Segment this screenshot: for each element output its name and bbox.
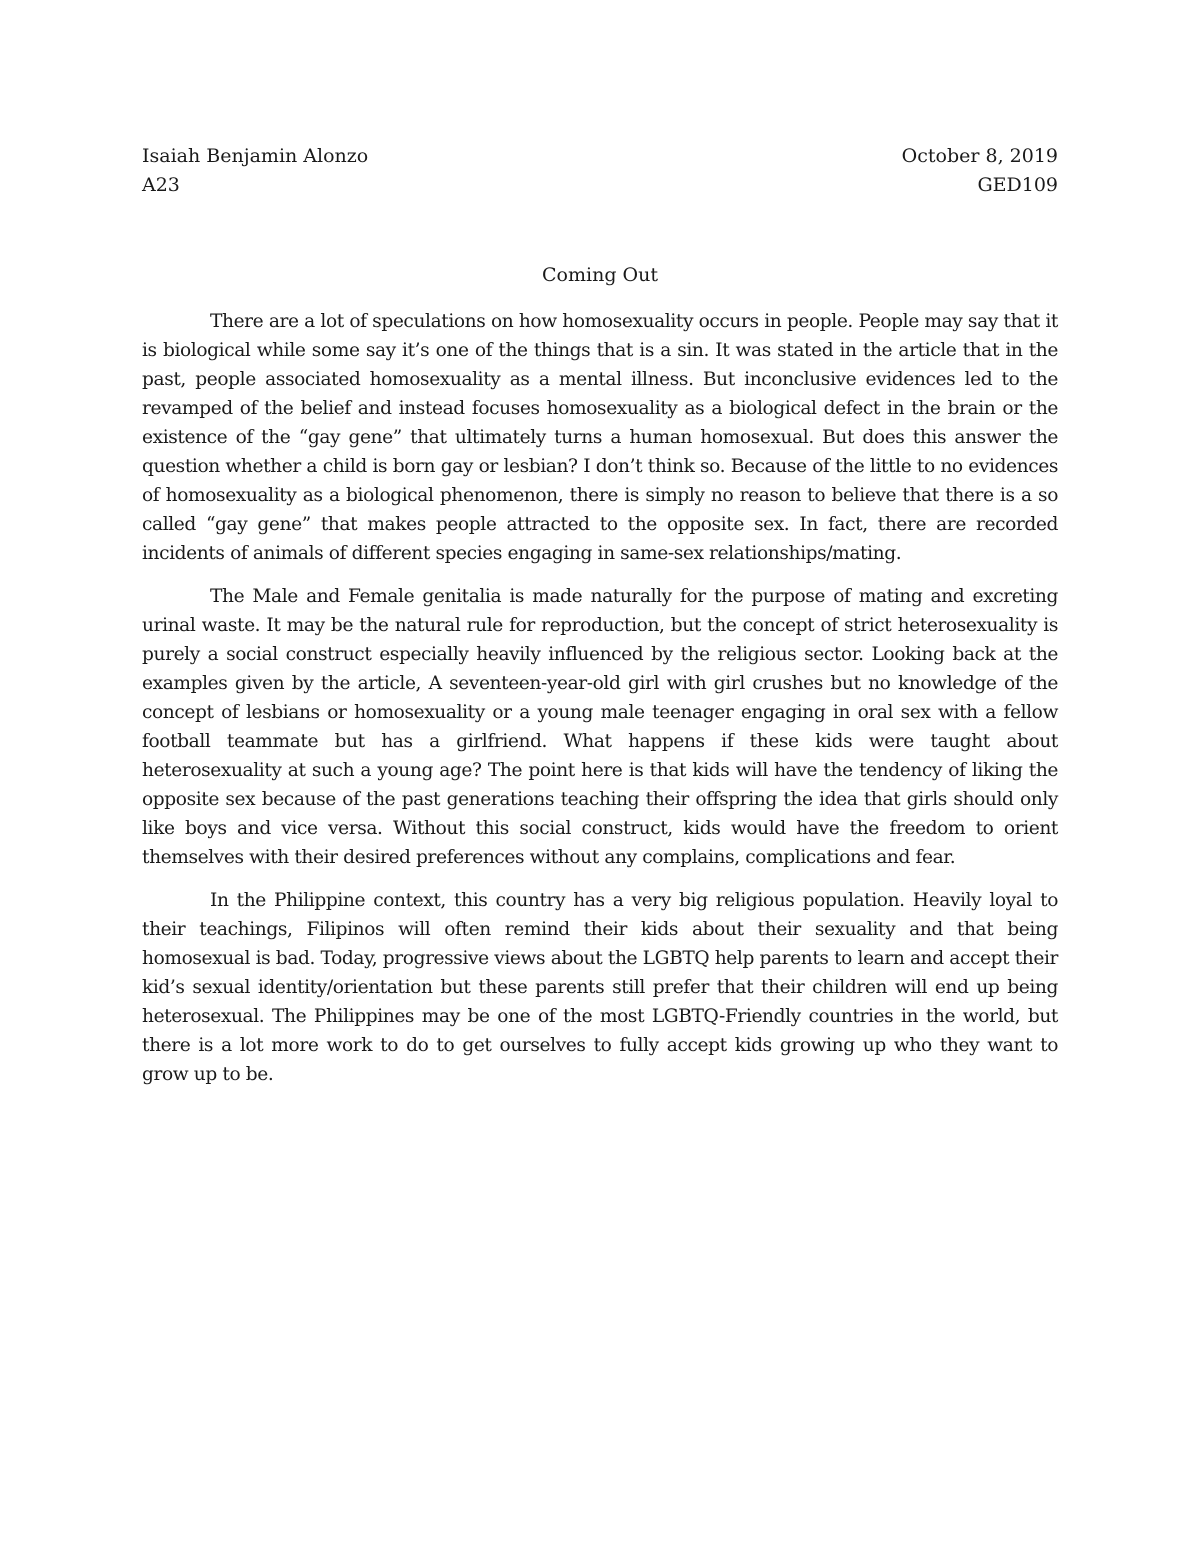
paragraph-3: In the Philippine context, this country has a very big religious population. Heavily loyal to their teachings, Filipinos will often remind their kids about their sexuality and that being homosexual is bad. Today, progressive views about the LGBTQ help parents to learn and accept their kid’s sexual identity/orientation but these parents still prefer that their children will end up being heterosexual. The Philippines may be one of the most LGBTQ-Friendly countries in the world, but there is a lot more work to do to get ourselves to fully accept kids growing up who they want to grow up to be. xyxy=(142,890,1058,1085)
author-name: Isaiah Benjamin Alonzo xyxy=(142,145,369,167)
document-header xyxy=(142,142,1058,200)
paragraph-1: There are a lot of speculations on how homosexuality occurs in people. People may say that it is biological while some say it’s one of the things that is a sin. It was stated in the article that in the past, people associated homosexuality as a mental illness. But inconclusive evidences led to the revamped of the belief and instead focuses homosexuality as a biological defect in the brain or the existence of the “gay gene” that ultimately turns a human homosexual. But does this answer the question whether a child is born gay or lesbian? I don’t think so. Because of the little to no evidences of homosexuality as a biological phenomenon, there is simply no reason to believe that there is a so called “gay gene” that makes people attracted to the opposite sex. In fact, there are recorded incidents of animals of different species engaging in same-sex relationships/mating. xyxy=(142,311,1058,564)
paragraph-2: The Male and Female genitalia is made naturally for the purpose of mating and excreting urinal waste. It may be the natural rule for reproduction, but the concept of strict heterosexuality is purely a social construct especially heavily influenced by the religious sector. Looking back at the examples given by the article, A seventeen-year-old girl with girl crushes but no knowledge of the concept of lesbians or homosexuality or a young male teenager engaging in oral sex with a fellow football teammate but has a girlfriend. What happens if these kids were taught about heterosexuality at such a young age? The point here is that kids will have the tendency of liking the opposite sex because of the past generations teaching their offspring the idea that girls should only like boys and vice versa. Without this social construct, kids would have the freedom to orient themselves with their desired preferences without any complains, complications and fear. xyxy=(142,586,1058,868)
document-title: Coming Out xyxy=(542,264,658,286)
course-code: GED109 xyxy=(977,174,1058,196)
document-body xyxy=(142,307,1058,1103)
document-date: October 8, 2019 xyxy=(901,145,1058,167)
header-row-2 xyxy=(142,171,1058,200)
header-row-1 xyxy=(142,142,1058,171)
section-code: A23 xyxy=(142,174,180,196)
